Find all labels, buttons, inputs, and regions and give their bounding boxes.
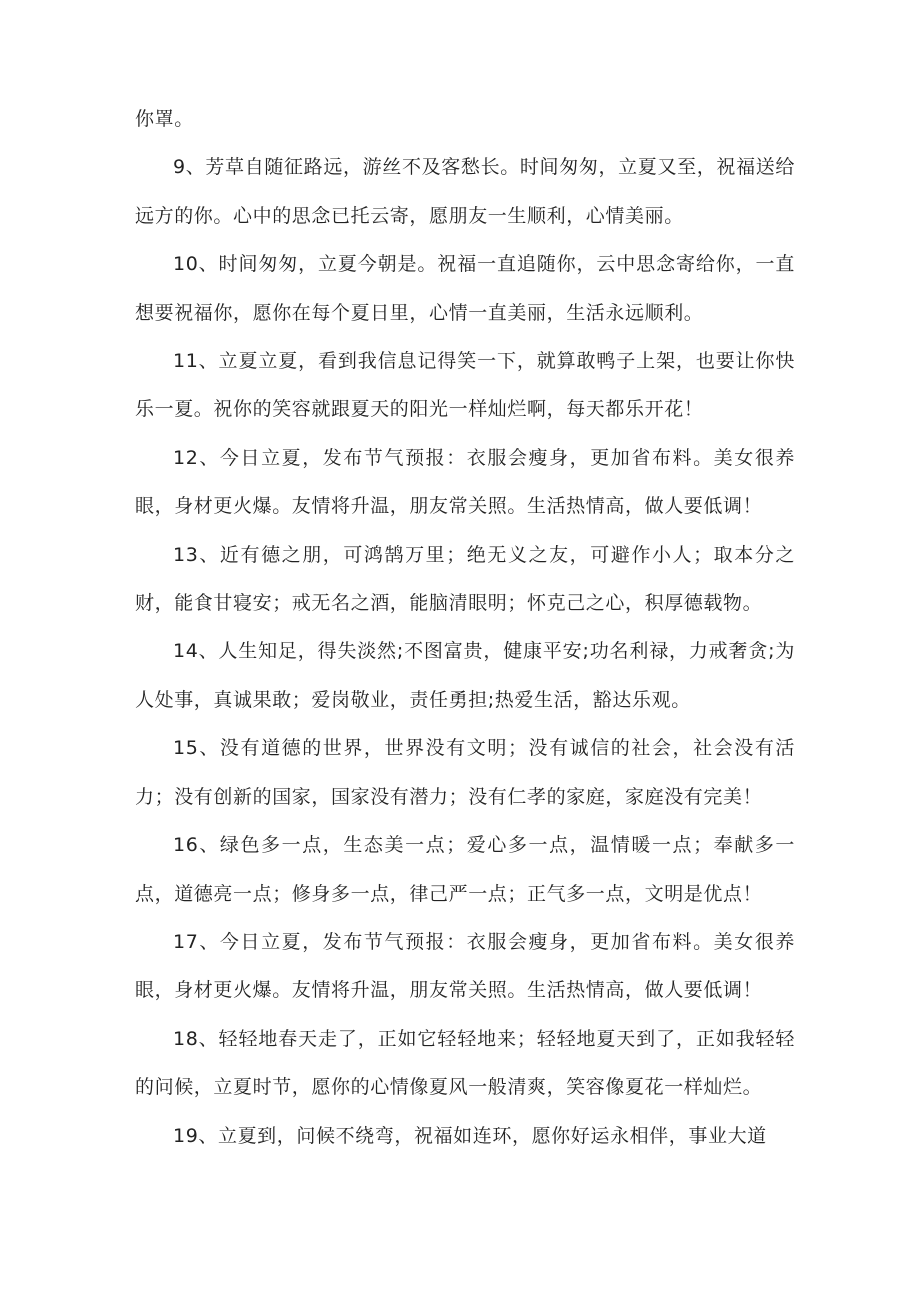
paragraph-18: 18、轻轻地春天走了，正如它轻轻地来；轻轻地夏天到了，正如我轻轻的问候，立夏时节，愿你的心情像夏风一般清爽，笑容像夏花一样灿烂。 (135, 1027, 795, 1099)
paragraph-17: 17、今日立夏，发布节气预报：衣服会瘦身，更加省布料。美女很养眼，身材更火爆。友情将升温，朋友常关照。生活热情高，做人要低调！ (135, 930, 795, 1002)
document-body (135, 95, 795, 1160)
paragraph-16: 16、绿色多一点，生态美一点；爱心多一点，温情暖一点；奉献多一点，道德亮一点；修身多一点，律己严一点；正气多一点，文明是优点！ (135, 834, 795, 905)
paragraph-11: 11、立夏立夏，看到我信息记得笑一下，就算敢鸭子上架，也要让你快乐一夏。祝你的笑容就跟夏天的阳光一样灿烂啊，每天都乐开花！ (135, 350, 795, 421)
paragraph-10: 10、时间匆匆，立夏今朝是。祝福一直追随你，云中思念寄给你，一直想要祝福你，愿你在每个夏日里，心情一直美丽，生活永远顺利。 (135, 253, 795, 324)
paragraph-15: 15、没有道德的世界，世界没有文明；没有诚信的社会，社会没有活力；没有创新的国家，国家没有潜力；没有仁孝的家庭，家庭没有完美！ (135, 737, 795, 808)
paragraph-13: 13、近有德之朋，可鸿鹄万里；绝无义之友，可避作小人；取本分之财，能食甘寝安；戒无名之酒，能脑清眼明；怀克己之心，积厚德载物。 (135, 543, 795, 615)
paragraph-9: 9、芳草自随征路远，游丝不及客愁长。时间匆匆，立夏又至，祝福送给远方的你。心中的思念已托云寄，愿朋友一生顺利，心情美丽。 (135, 156, 795, 227)
paragraph-19: 19、立夏到，问候不绕弯，祝福如连环，愿你好运永相伴，事业大道 (173, 1124, 767, 1147)
paragraph-continuation: 你罩。 (135, 108, 194, 130)
paragraph-14: 14、人生知足，得失淡然;不图富贵，健康平安;功名利禄，力戒奢贪;为人处事，真诚果敢；爱岗敬业，责任勇担;热爱生活，豁达乐观。 (135, 640, 795, 711)
paragraph-12: 12、今日立夏，发布节气预报：衣服会瘦身，更加省布料。美女很养眼，身材更火爆。友情将升温，朋友常关照。生活热情高，做人要低调！ (135, 446, 795, 518)
